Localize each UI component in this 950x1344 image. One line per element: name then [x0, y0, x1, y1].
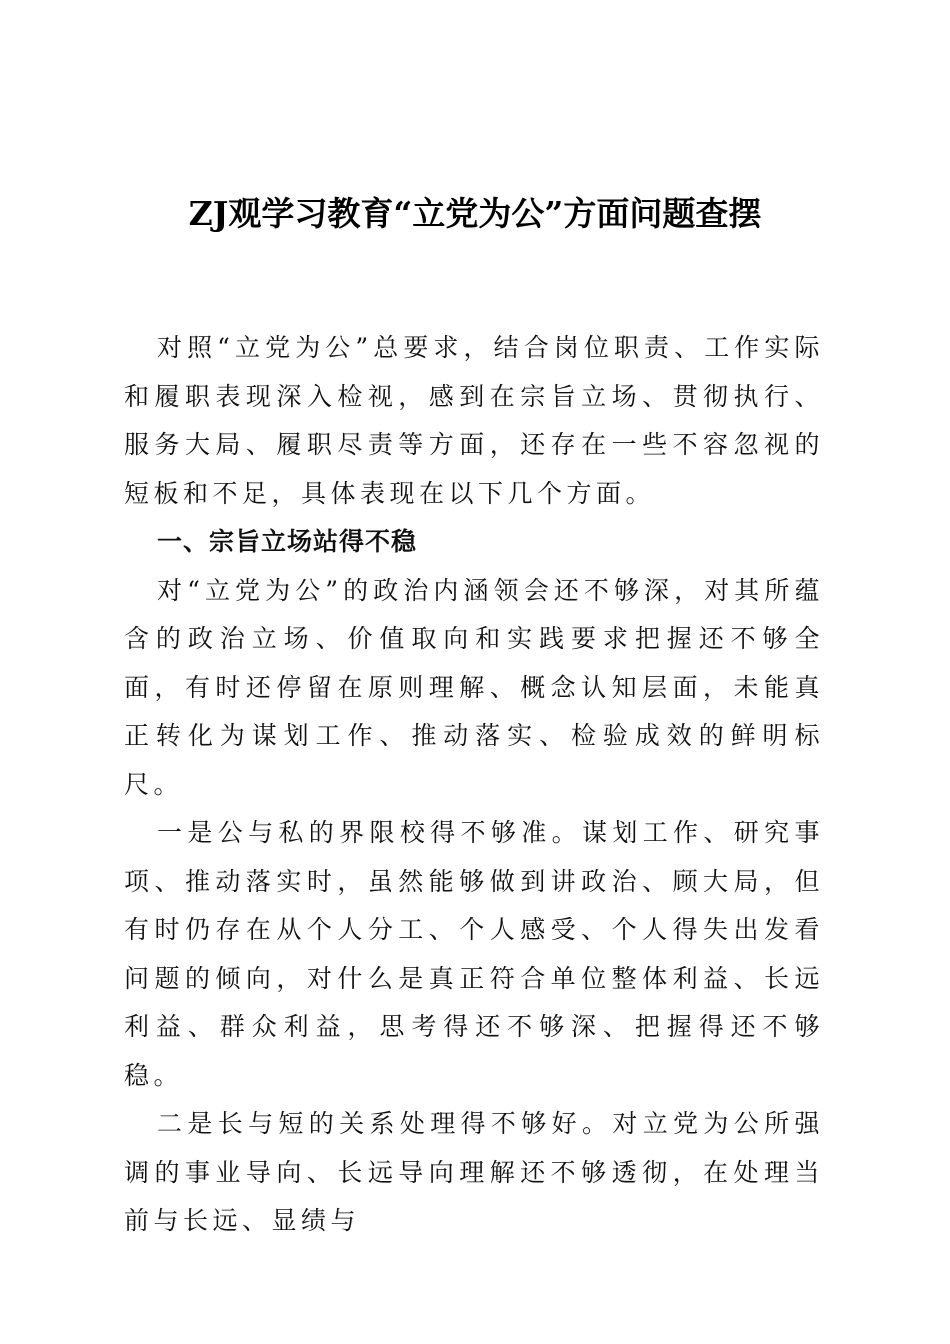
point-2-paragraph: 二是长与短的关系处理得不够好。对立党为公所强调的事业导向、长远导向理解还不够透彻，在处理当前与长远、显绩与: [124, 1109, 824, 1235]
section-1-paragraph: 对“立党为公”的政治内涵领会还不够深，对其所蕴含的政治立场、价值取向和实践要求把握还不够全面，有时还停留在原则理解、概念认知层面，未能真正转化为谋划工作、推动落实、检验成效的鲜明标尺。: [124, 575, 824, 799]
intro-paragraph: 对照“立党为公”总要求，结合岗位职责、工作实际和履职表现深入检视，感到在宗旨立场、贯彻执行、服务大局、履职尽责等方面，还存在一些不容忽视的短板和不足，具体表现在以下几个方面。: [124, 333, 824, 508]
section-heading-1: 一、宗旨立场站得不稳: [157, 527, 418, 556]
document-title: ZJ观学习教育“立党为公”方面问题查摆: [188, 194, 762, 233]
document-body: [124, 324, 824, 1246]
point-1-paragraph: 一是公与私的界限校得不够准。谋划工作、研究事项、推动落实时，虽然能够做到讲政治、顾大局，但有时仍存在从个人分工、个人感受、个人得失出发看问题的倾向，对什么是真正符合单位整体利益、长远利益、群众利益，思考得还不够深、把握得还不够稳。: [124, 818, 824, 1090]
